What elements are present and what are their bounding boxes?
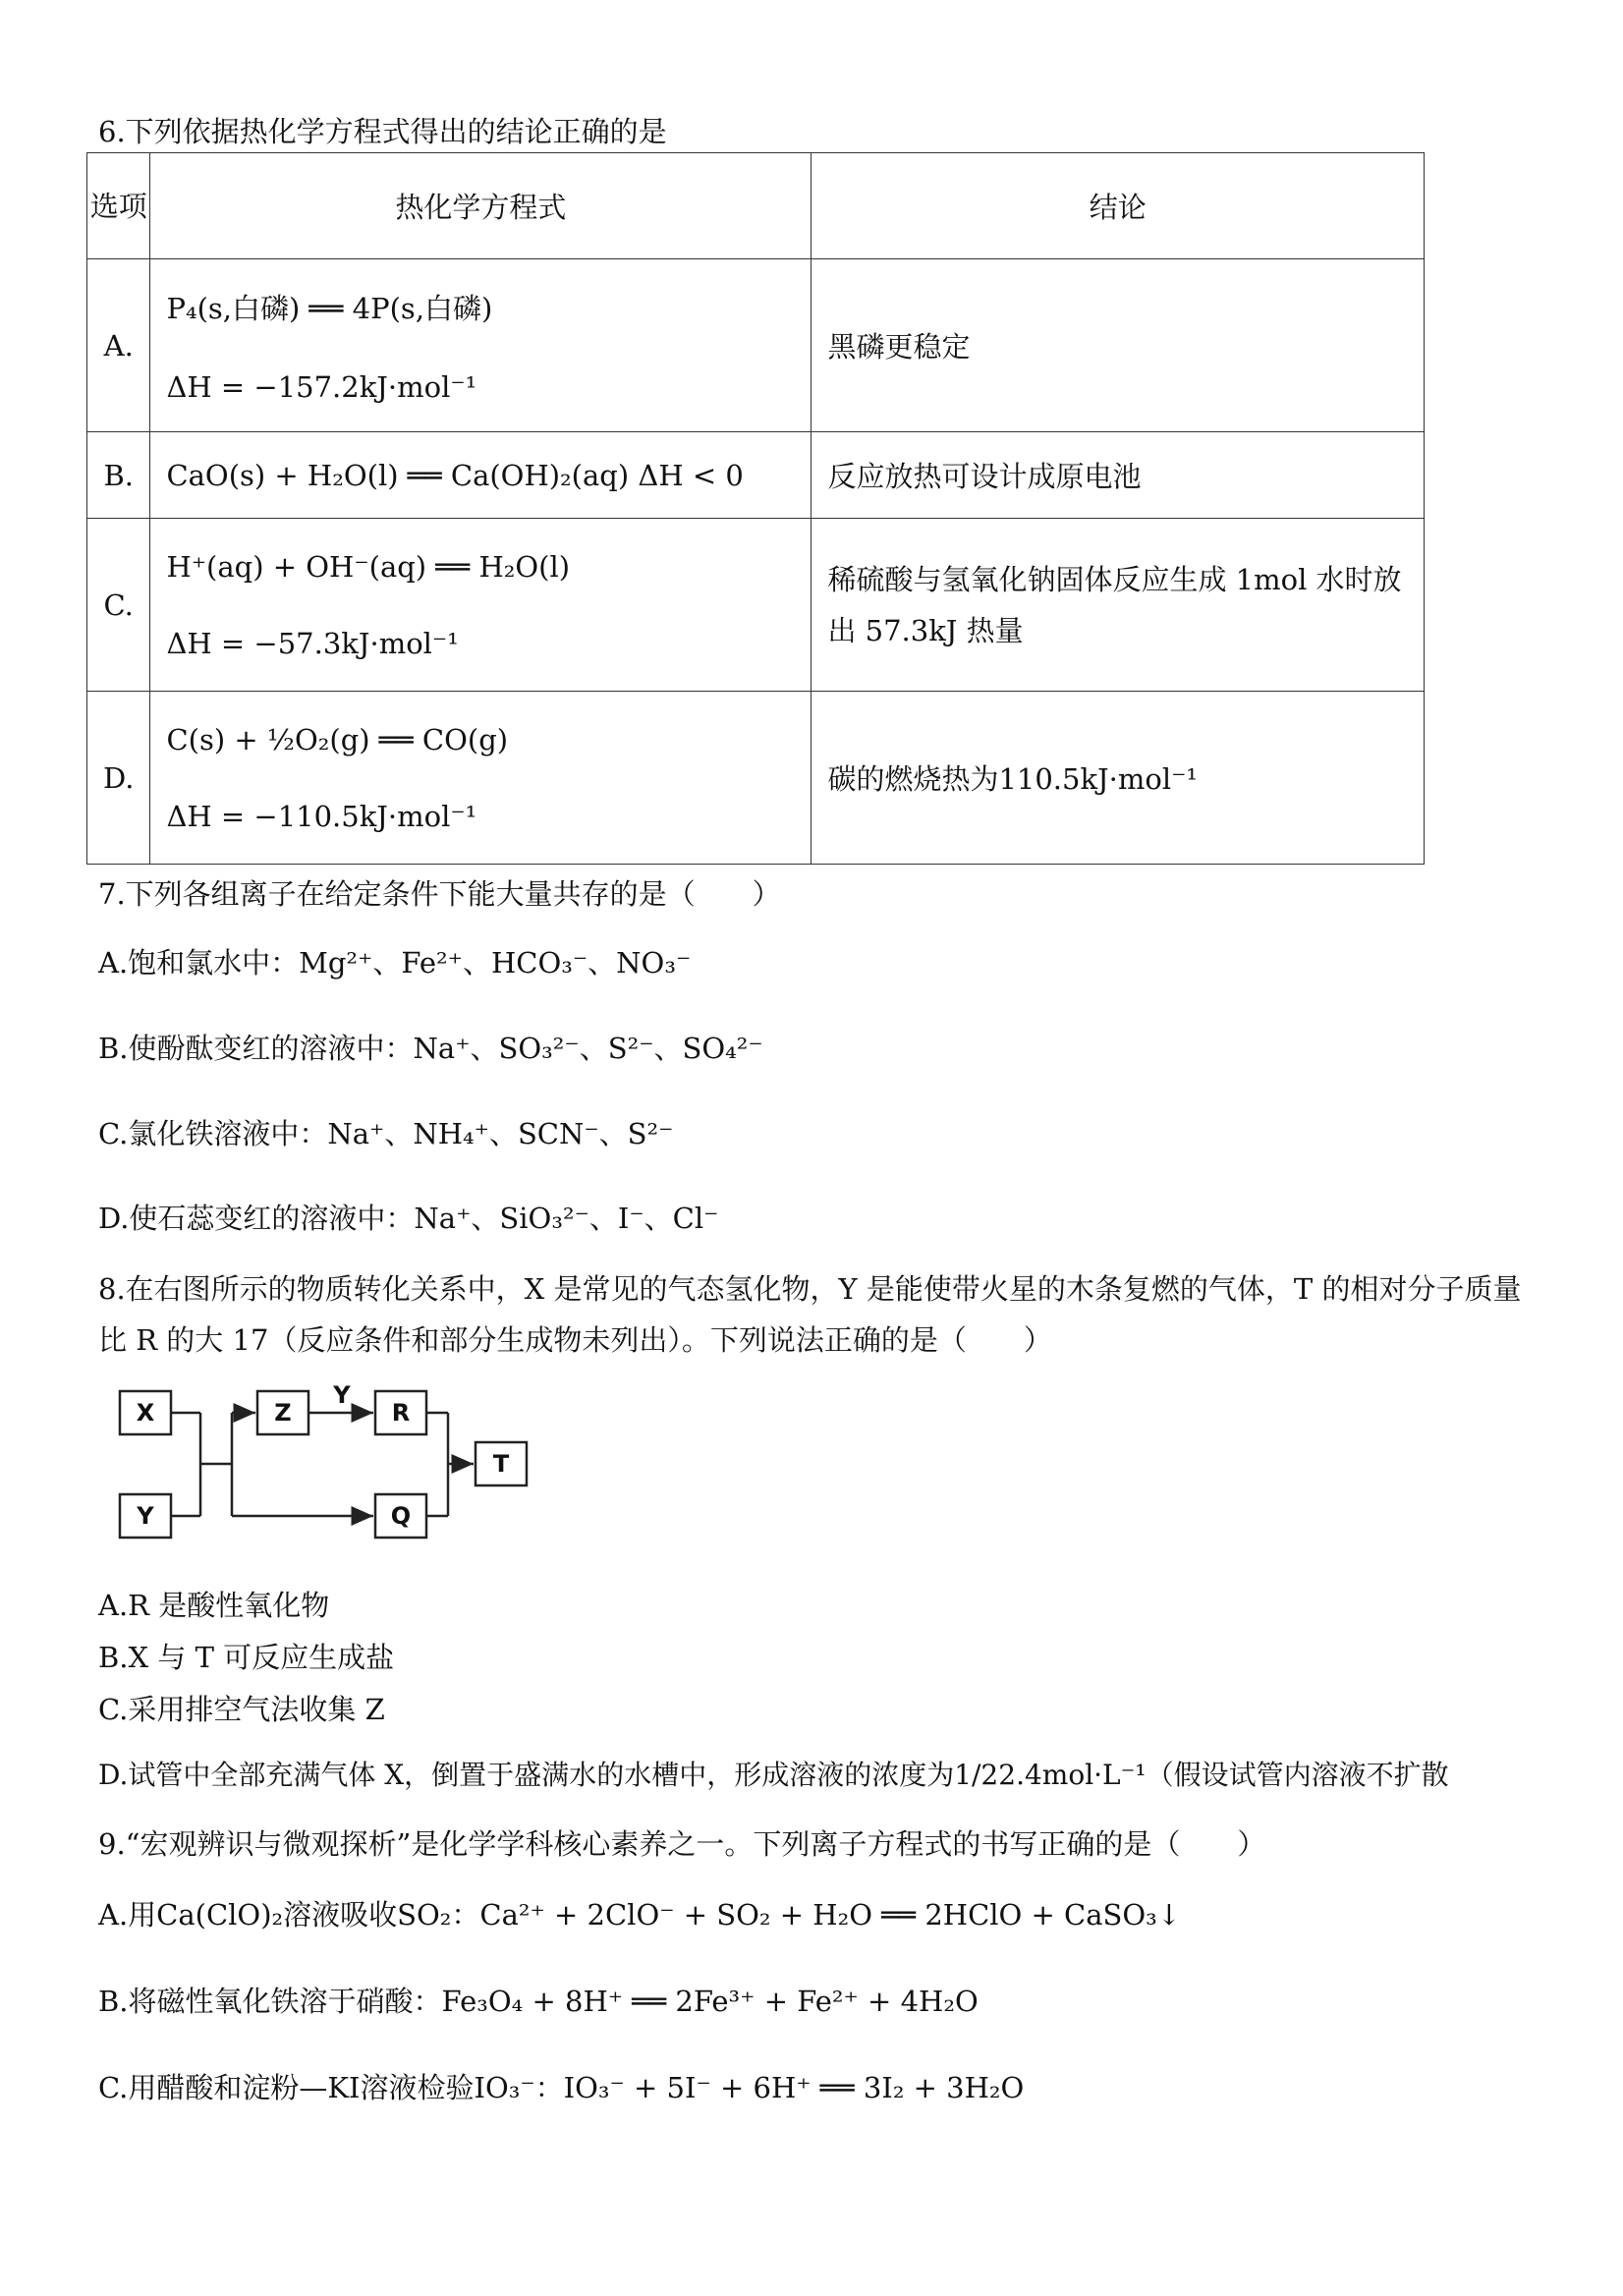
table-row	[87, 432, 1425, 519]
equation-text: C(s) + ½O₂(g) ══ CO(g)	[166, 722, 509, 756]
arrow-label-y: Y	[333, 1381, 351, 1409]
table-header-row	[87, 153, 1425, 259]
q8-stem-line2: 比 R 的大 17（反应条件和部分生成物未列出）。下列说法正确的是（ ）	[98, 1323, 1052, 1357]
q9-stem: 9.“宏观辨识与微观探析”是化学学科核心素养之一。下列离子方程式的书写正确的是（ ）	[98, 1827, 1266, 1861]
row-option: B.	[87, 432, 150, 519]
equation-text: H⁺(aq) + OH⁻(aq) ══ H₂O(l)	[166, 549, 571, 584]
row-conclusion: 碳的燃烧热为110.5kJ·mol⁻¹	[812, 692, 1425, 865]
q7-option-b: B.使酚酞变红的溶液中：Na⁺、SO₃²⁻、S²⁻、SO₄²⁻	[98, 1032, 763, 1065]
row-option: D.	[87, 692, 150, 865]
equation-text: P₄(s,白磷) ══ 4P(s,白磷)	[166, 292, 493, 325]
q9-option-c: C.用醋酸和淀粉—KI溶液检验IO₃⁻：IO₃⁻ + 5I⁻ + 6H⁺ ══ 3I₂ + 3H₂O	[98, 2071, 1025, 2104]
row-equation	[150, 259, 812, 432]
row-equation	[150, 432, 812, 519]
label-t: T	[492, 1450, 510, 1478]
header-option: 选项	[87, 153, 150, 259]
q6-stem: 6.下列依据热化学方程式得出的结论正确的是	[98, 115, 667, 148]
q9-option-b: B.将磁性氧化铁溶于硝酸：Fe₃O₄ + 8H⁺ ══ 2Fe³⁺ + Fe²⁺ + 4H₂O	[98, 1985, 979, 2018]
q9-option-a: A.用Ca(ClO)₂溶液吸收SO₂：Ca²⁺ + 2ClO⁻ + SO₂ + H₂O ══ 2HClO + CaSO₃↓	[98, 1898, 1182, 1932]
equation-text: CaO(s) + H₂O(l) ══ Ca(OH)₂(aq) ΔH < 0	[166, 458, 744, 492]
row-conclusion: 稀硫酸与氢氧化钠固体反应生成 1mol 水时放出 57.3kJ 热量	[812, 519, 1425, 692]
q6-table	[86, 152, 1425, 865]
q8-option-d: D.试管中全部充满气体 X，倒置于盛满水的水槽中，形成溶液的浓度为1/22.4mol·L⁻¹（假设试管内溶液不扩散	[98, 1759, 1449, 1791]
header-conclusion: 结论	[812, 153, 1425, 259]
label-r: R	[391, 1399, 411, 1427]
row-conclusion: 黑磷更稳定	[812, 259, 1425, 432]
q8-option-c: C.采用排空气法收集 Z	[98, 1693, 385, 1726]
label-q: Q	[390, 1502, 412, 1530]
row-option: A.	[87, 259, 150, 432]
enthalpy-text: ΔH = −110.5kJ·mol⁻¹	[166, 799, 477, 833]
enthalpy-text: ΔH = −57.3kJ·mol⁻¹	[166, 626, 459, 660]
row-equation	[150, 692, 812, 865]
q8-option-a: A.R 是酸性氧化物	[98, 1589, 330, 1622]
table-row	[87, 692, 1425, 865]
q8-stem-line1: 8.在右图所示的物质转化关系中，X 是常见的气态氢化物，Y 是能使带火星的木条复燃的气体，T 的相对分子质量	[98, 1272, 1522, 1306]
q8-option-b: B.X 与 T 可反应生成盐	[98, 1641, 395, 1674]
conversion-diagram	[116, 1373, 538, 1555]
q7-option-c: C.氯化铁溶液中：Na⁺、NH₄⁺、SCN⁻、S²⁻	[98, 1117, 674, 1150]
q7-option-a: A.饱和氯水中：Mg²⁺、Fe²⁺、HCO₃⁻、NO₃⁻	[98, 946, 692, 980]
label-z: Z	[274, 1399, 292, 1427]
header-equation: 热化学方程式	[150, 153, 812, 259]
q7-option-d: D.使石蕊变红的溶液中：Na⁺、SiO₃²⁻、I⁻、Cl⁻	[98, 1202, 719, 1235]
label-x: X	[136, 1399, 155, 1427]
row-conclusion: 反应放热可设计成原电池	[812, 432, 1425, 519]
label-y: Y	[137, 1502, 154, 1530]
enthalpy-text: ΔH = −157.2kJ·mol⁻¹	[166, 370, 477, 404]
q7-stem: 7.下列各组离子在给定条件下能大量共存的是（ ）	[98, 877, 781, 911]
row-equation	[150, 519, 812, 692]
table-row	[87, 519, 1425, 692]
row-option: C.	[87, 519, 150, 692]
table-row	[87, 259, 1425, 432]
